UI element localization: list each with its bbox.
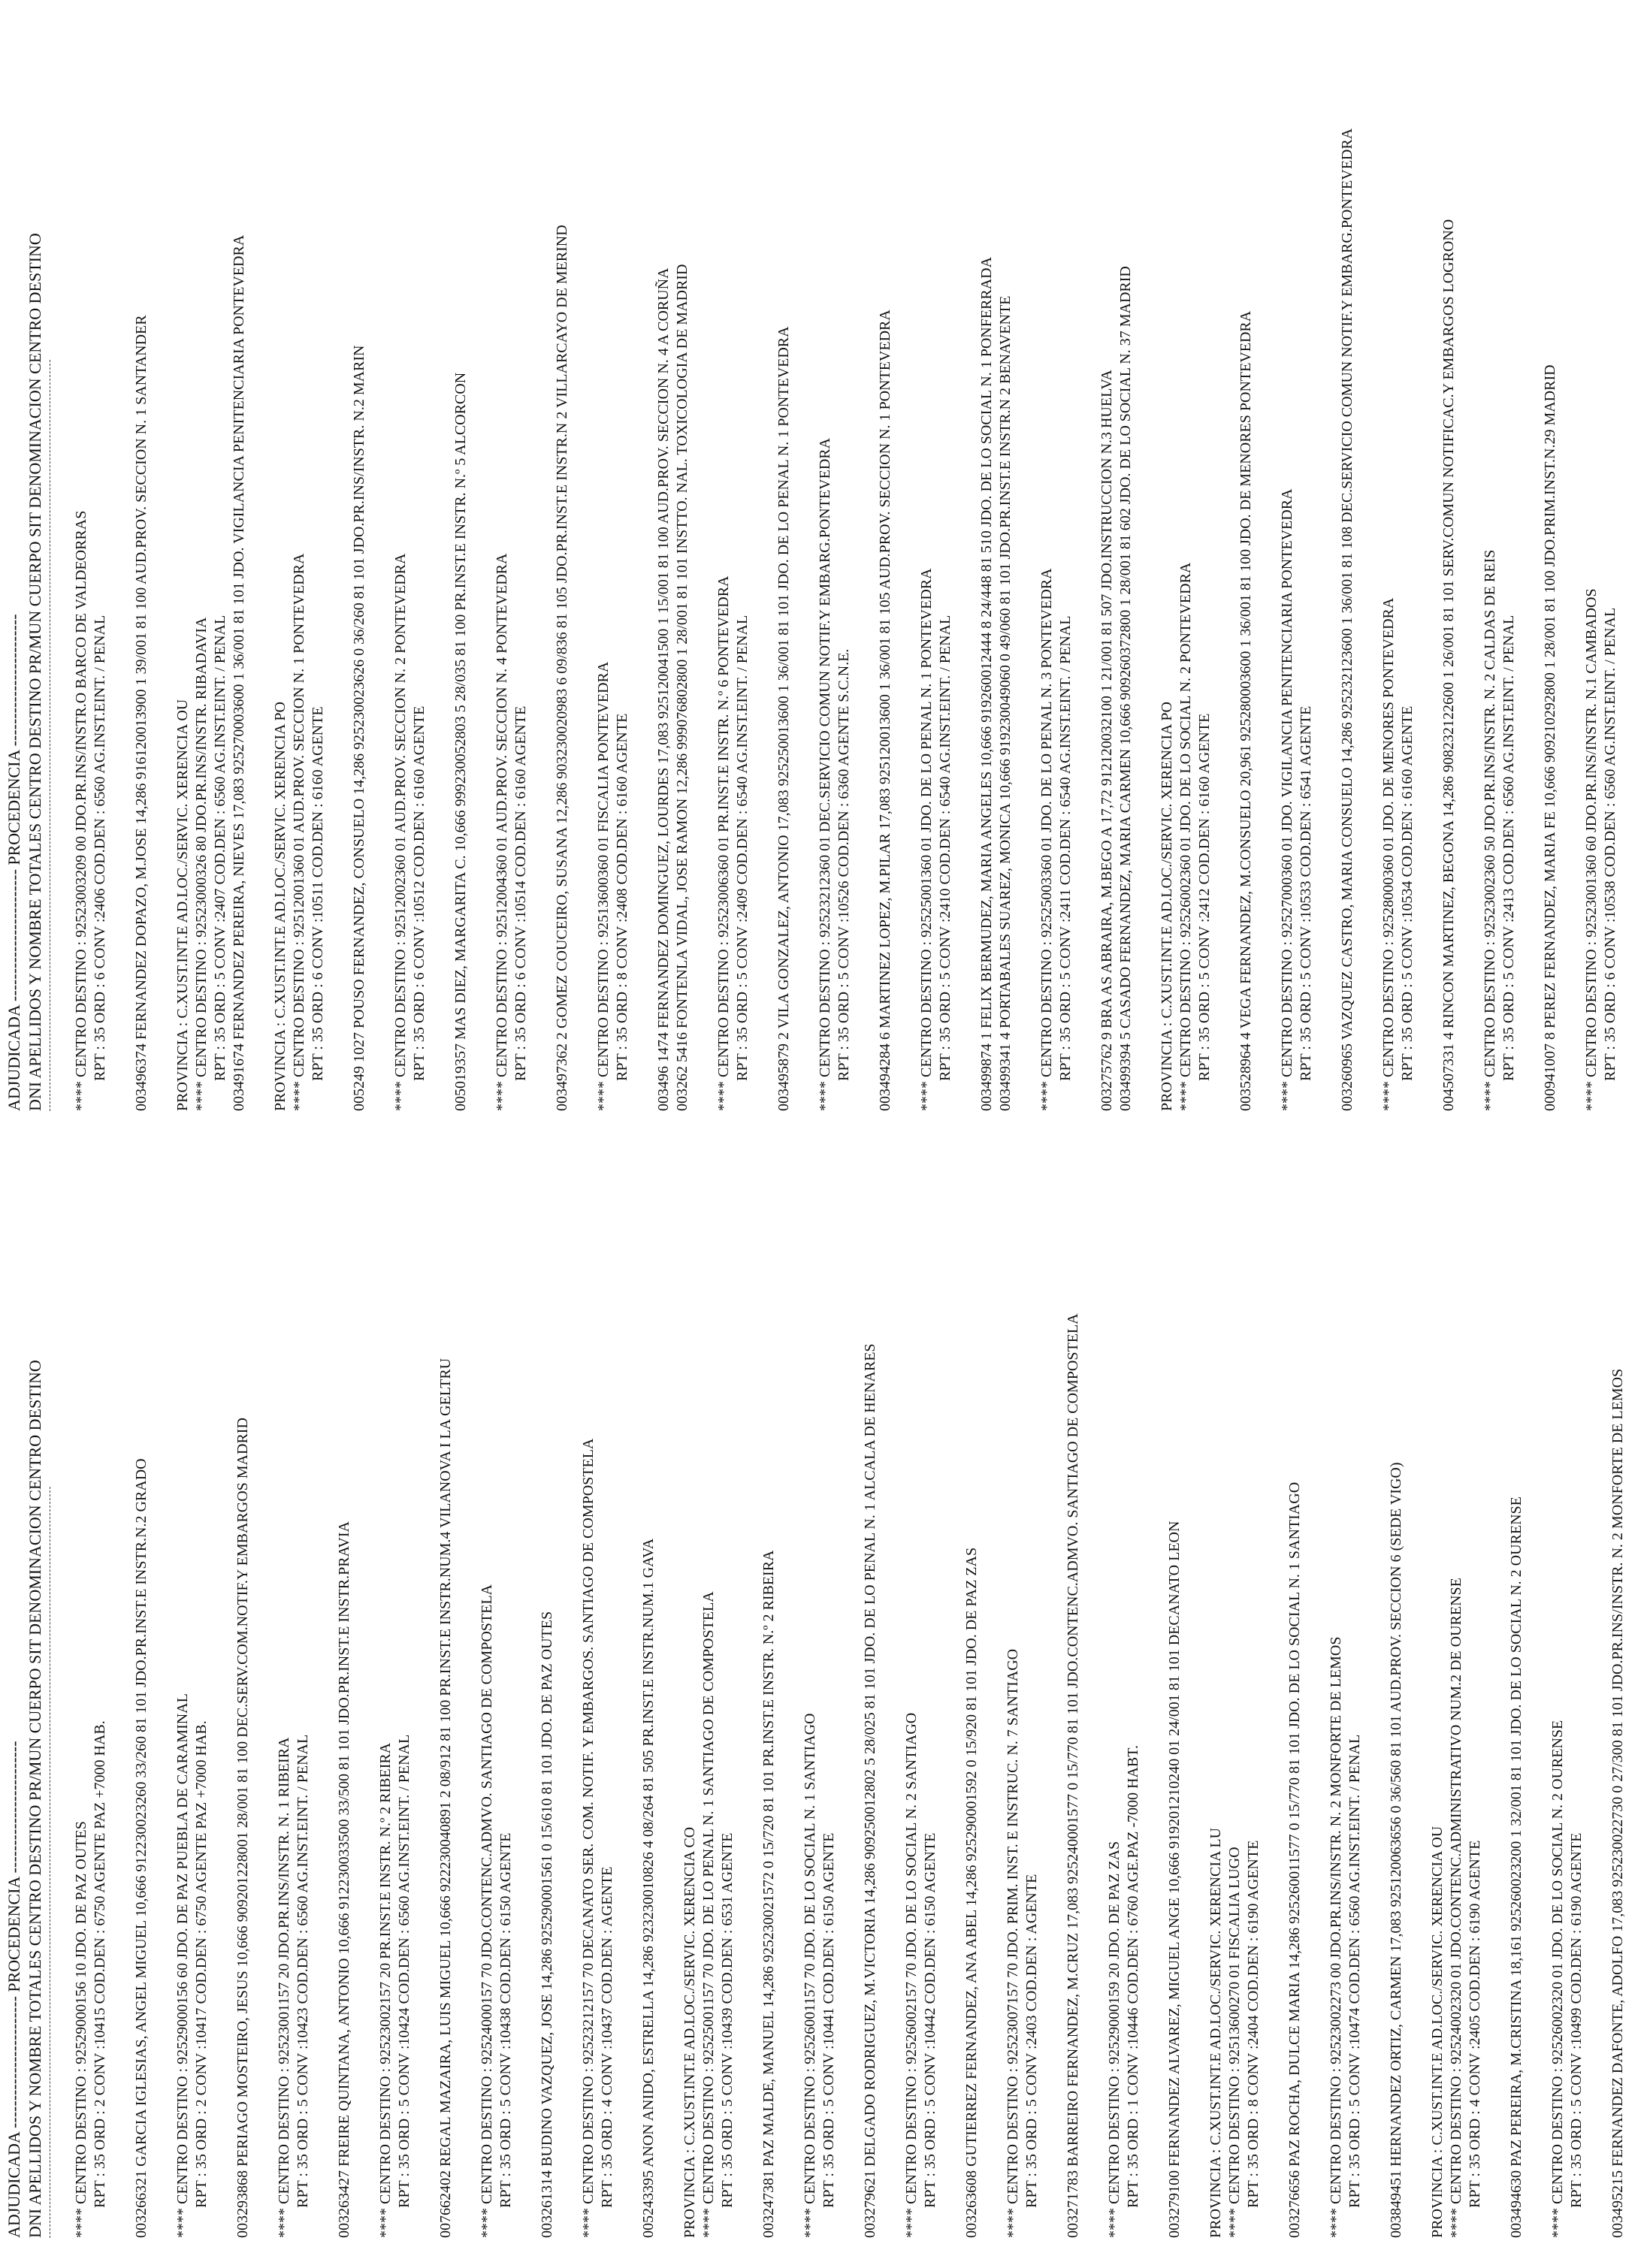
- record-block: [816, 29, 854, 1111]
- record-line: PROVINCIA : C.XUST.INT.E AD.LOC./SERVIC. XERENCIA CO: [681, 1826, 698, 2238]
- record-line: RPT : 35 ORD : 6 CONV :10514 COD.DEN : 6160 AGENTE: [512, 705, 529, 1081]
- record-block: [376, 1156, 414, 2238]
- record-line: **** CENTRO DESTINO : 92525003360 01 JDO. DE LO PENAL N. 3 PONTEVEDRA: [1038, 568, 1055, 1111]
- record-line: 004507331 4 RINCON MARTINEZ, BEGONA 14,286 908232122600 1 26/001 81 101 SERV.COMUN NOTIFICAC.Y EMBARGOS LOGRONO: [1440, 219, 1457, 1111]
- record-line: 003279621 DELGADO RODRIGUEZ, M.VICTORIA 14,286 909250012802 5 28/025 81 101 JDO. DE LO PENAL N. 1 ALCALA DE HENARES: [862, 1343, 878, 2238]
- record-line: RPT : 35 ORD : 2 CONV :10417 COD.DEN : 6750 AGENTE PAZ +7000 HAB.: [193, 1720, 210, 2208]
- record-line: **** CENTRO DESTINO : 92529000156 10 JDO. DE PAZ OUTES: [73, 1821, 89, 2238]
- record-line: **** CENTRO DESTINO : 92526002360 01 JDO. DE LO SOCIAL N. 2 PONTEVEDRA: [1177, 562, 1194, 1111]
- record-block: [1158, 29, 1214, 1111]
- record-block: [234, 1156, 252, 2238]
- record-block: [1038, 29, 1075, 1111]
- record-block: [1440, 29, 1458, 1111]
- record-line: **** CENTRO DESTINO : 92528000360 01 JDO. DE MENORES PONTEVEDRA: [1380, 597, 1397, 1111]
- record-block: [391, 29, 429, 1111]
- record-line: RPT : 35 ORD : 4 CONV :10437 COD.DEN : AGENTE: [599, 1866, 615, 2208]
- record-line: **** CENTRO DESTINO : 92523002273 00 JDO.PR.INS/INSTR. N. 2 MONFORTE DE LEMOS: [1328, 1636, 1344, 2238]
- record-block: [775, 29, 793, 1111]
- record-block: [861, 1156, 880, 2238]
- record-line: 003528964 4 VEGA FERNANDEZ, M.CONSUELO 20,961 925280003600 1 36/001 81 100 JDO. DE MENORES PONTEVEDRA: [1238, 310, 1254, 1111]
- record-line: 003494630 PAZ PEREIRA, M.CRISTINA 18,161 925260023200 1 32/001 81 101 JDO. DE LO SOCIAL N. 2 OURENSE: [1508, 1496, 1525, 2238]
- record-line: PROVINCIA : C.XUST.INT.E AD.LOC./SERVIC. XERENCIA OU: [1429, 1826, 1446, 2238]
- record-line: RPT : 35 ORD : 5 CONV :2409 COD.DEN : 6540 AG.INST.EINT. / PENAL: [734, 615, 751, 1081]
- record-line: 003275762 9 BRA AS ABRAIRA, M.BEGO A 17,72 912120032100 1 21/001 81 507 JDO.INSTRUCCION N.3 HUELVA: [1098, 370, 1115, 1111]
- record-line: **** CENTRO DESTINO : 92512004360 01 AUD.PROV. SECCION N. 4 PONTEVEDRA: [494, 553, 510, 1111]
- record-line: RPT : 35 ORD : 5 CONV :10423 COD.DEN : 6560 AG.INST.EINT. / PENAL: [295, 1734, 311, 2208]
- record-line: 005249 1027 POUSO FERNANDEZ, CONSUELO 14,286 925230023626 0 36/260 81 101 JDO.PR.INS/INSTR. N.2 MARIN: [351, 345, 367, 1111]
- record-line: **** CENTRO DESTINO : 92512001360 01 AUD.PROV. SECCION N. 1 PONTEVEDRA: [291, 553, 307, 1111]
- record-line: **** CENTRO DESTINO : 92513600270 01 FISCALIA LUGO: [1226, 1847, 1243, 2238]
- record-block: [478, 1156, 515, 2238]
- record-block: [1481, 29, 1519, 1111]
- record-line: 003497362 2 GOMEZ COUCEIRO, SUSANA 12,286 903230020983 6 09/836 81 105 JDO.PR.INST.E INSTR.N 2 VILLARCAYO DE MERIND: [554, 225, 570, 1111]
- record-line: RPT : 35 ORD : 5 CONV :10534 COD.DEN : 6160 AGENTE: [1399, 705, 1416, 1081]
- record-line: RPT : 35 ORD : 5 CONV :10526 COD.DEN : 6360 AGENTE S.C.N.E.: [836, 648, 852, 1081]
- record-line: RPT : 35 ORD : 5 CONV :10438 COD.DEN : 6150 AGENTE: [497, 1832, 514, 2208]
- record-line: 000941007 8 PEREZ FERNANDEZ, MARIA FE 10,666 909210292800 1 28/001 81 100 JDO.PRIM.INST.N.29 MADRID: [1542, 364, 1558, 1111]
- record-line: 003495215 FERNANDEZ DAFONTE, ADOLFO 17,083 925230022730 0 27/300 81 101 JDO.PR.INS/INSTR. N. 2 MONFORTE DE LEMOS: [1609, 1368, 1626, 2238]
- record-line: 003499874 1 FELIX BERMUDEZ, MARIA ANGELES 10,666 919260012444 8 24/448 81 510 JDO. DE LO SOCIAL N. 1 PONFERRADA: [978, 256, 995, 1111]
- record-line: **** CENTRO DESTINO : 92526002157 70 JDO. DE LO SOCIAL N. 2 SANTIAGO: [903, 1712, 920, 2238]
- record-block: [1237, 29, 1256, 1111]
- record-line: **** CENTRO DESTINO : 92523001360 60 JDO.PR.INS/INSTR. N.1 CAMBADOS: [1583, 588, 1600, 1111]
- record-list: [72, 1156, 1650, 2238]
- record-block: [1165, 1156, 1184, 2238]
- record-line: **** CENTRO DESTINO : 92523001157 20 JDO.PR.INS/INSTR. N. 1 RIBEIRA: [276, 1737, 292, 2238]
- record-block: [902, 1156, 940, 2238]
- record-line: **** CENTRO DESTINO : 92527000360 01 JDO. VIGILANCIA PENITENCIARIA PONTEVEDRA: [1279, 488, 1295, 1111]
- record-block: [174, 29, 249, 1111]
- record-block: [1507, 1156, 1526, 2238]
- record-block: [72, 29, 110, 1111]
- record-block: [350, 29, 369, 1111]
- record-line: 003247381 PAZ MALDE, MANUEL 14,286 925230021572 0 15/720 81 101 PR.INST.E INSTR. N.º 2 RIBEIRA: [760, 1550, 777, 2238]
- record-line: **** CENTRO DESTINO : 92525001157 70 JDO. DE LO PENAL N. 1 SANTIAGO DE COMPOSTELA: [700, 1591, 717, 2238]
- record-block: [1609, 1156, 1627, 2238]
- record-line: 003276656 PAZ ROCHA, DULCE MARIA 14,286 925260011577 0 15/770 81 101 JDO. DE LO SOCIAL N. 1 SANTIAGO: [1286, 1481, 1303, 2238]
- record-line: 003849451 HERNANDEZ ORTIZ, CARMEN 17,083 925120063656 0 36/560 81 101 AUD.PROV. SECCION 6 (SEDE VIGO): [1388, 1462, 1404, 2238]
- record-line: 003262 5416 FONTENLA VIDAL, JOSE RAMON 12,286 999076802800 1 28/001 81 101 INSTTO. NAL. TOXICOLOGIA DE MADRID: [674, 264, 691, 1111]
- record-block: [553, 29, 572, 1111]
- record-line: RPT : 35 ORD : 8 CONV :2404 COD.DEN : 6190 AGENTE: [1245, 1840, 1262, 2208]
- record-block: [978, 29, 1015, 1111]
- record-line: **** CENTRO DESTINO : 92523002157 20 PR.INST.E INSTR. N.º 2 RIBEIRA: [377, 1742, 394, 2238]
- record-line: 003263608 GUTIERREZ FERNANDEZ, ANA ABEL 14,286 925290001592 0 15/920 81 101 JDO. DE PAZ ZAS: [963, 1547, 980, 2238]
- record-line: RPT : 35 ORD : 6 CONV :10511 COD.DEN : 6160 AGENTE: [310, 706, 326, 1081]
- record-line: **** CENTRO DESTINO : 92523003209 00 JDO.PR.INS/INSTR.O BARCO DE VALDEORRAS: [73, 510, 89, 1111]
- record-block: [654, 29, 692, 1111]
- record-block: [876, 29, 895, 1111]
- record-line: RPT : 35 ORD : 5 CONV :2410 COD.DEN : 6540 AG.INST.EINT. / PENAL: [937, 615, 953, 1081]
- record-block: [1338, 29, 1357, 1111]
- record-line: RPT : 35 ORD : 5 CONV :10533 COD.DEN : 6541 AGENTE: [1298, 705, 1314, 1081]
- record-line: 003266321 GARCIA IGLESIAS, ANGEL MIGUEL 10,666 912230023260 33/260 81 101 JDO.PR.INST.E INSTR.N.2 GRADO: [133, 1458, 150, 2238]
- record-block: [639, 1156, 658, 2238]
- record-block: [681, 1156, 737, 2238]
- record-block: [917, 29, 955, 1111]
- record-block: [1387, 1156, 1406, 2238]
- record-line: **** CENTRO DESTINO : 92526001157 70 JDO. DE LO SOCIAL N. 1 SANTIAGO: [802, 1713, 818, 2238]
- record-block: [1004, 1156, 1041, 2238]
- record-line: **** CENTRO DESTINO : 92524002320 01 JDO.CONTENC.ADMINISTRATIVO NUM.2 DE OURENSE: [1448, 1578, 1464, 2238]
- record-line: **** CENTRO DESTINO : 92525001360 01 JDO. DE LO PENAL N. 1 PONTEVEDRA: [918, 568, 935, 1111]
- record-line: RPT : 35 ORD : 8 CONV :2408 COD.DEN : 6160 AGENTE: [614, 713, 630, 1081]
- record-block: [1582, 29, 1620, 1111]
- record-block: [801, 1156, 839, 2238]
- record-line: **** CENTRO DESTINO : 92523007157 70 JDO. PRIM. INST. E INSTRUC. N. 7 SANTIAGO: [1005, 1648, 1021, 2238]
- record-line: 003495879 2 VILA GONZALEZ, ANTONIO 17,083 925250013600 1 36/001 81 101 JDO. DE LO PENAL N. 1 PONTEVEDRA: [775, 326, 792, 1111]
- record-line: RPT : 35 ORD : 5 CONV :2407 COD.DEN : 6560 AG.INST.EINT. / PENAL: [212, 615, 228, 1081]
- record-line: **** CENTRO DESTINO : 92523002360 50 JDO.PR.INS/INSTR. N. 2 CALDAS DE REIS: [1482, 549, 1498, 1111]
- record-line: RPT : 35 ORD : 5 CONV :10439 COD.DEN : 6531 AGENTE: [719, 1832, 736, 2208]
- record-line: 003499341 4 PORTABALES SUAREZ, MONICA 10,666 919230049060 0 49/060 81 101 JDO.PR.INST.E INSTR.N 2 BENAVENTE: [997, 295, 1014, 1111]
- record-line: 003499394 5 CASADO FERNANDEZ, MARIA CARMEN 10,666 909260372800 1 28/001 81 602 JDO. DE LO SOCIAL N. 37 MADRID: [1117, 266, 1134, 1111]
- record-line: 003496 1474 FERNANDEZ DOMINGUEZ, LOURDES 17,083 925120041500 1 15/001 81 100 AUD.PROV. SECCION N. 4 A CORUÑA: [655, 267, 672, 1111]
- record-line: 005019357 MAS DIEZ, MARGARITA C. 10,666 999230052803 5 28/035 81 100 PR.INST.E INSTR. N.º 5 ALCORCON: [452, 372, 469, 1111]
- record-block: [335, 1156, 354, 2238]
- record-line: 005243395 ANON ANIDO, ESTRELLA 14,286 923230010826 4 08/264 81 505 PR.INST.E INSTR.NUM.1 GAVA: [640, 1538, 657, 2238]
- record-line: 003279100 FERNANDEZ ALVAREZ, MIGUEL ANGE 10,666 919201210240 01 24/001 81 101 DECANATO LEON: [1166, 1521, 1183, 2238]
- record-line: 003496374 FERNANDEZ DOPAZO, M.JOSE 14,286 916120013900 1 39/001 81 100 AUD.PROV. SECCION N. 1 SANTANDER: [133, 315, 150, 1111]
- record-line: RPT : 35 ORD : 5 CONV :2411 COD.DEN : 6540 AG.INST.EINT. / PENAL: [1057, 615, 1074, 1081]
- record-line: 003260965 VAZQUEZ CASTRO, MARIA CONSUELO 14,286 925232123600 1 36/001 81 108 DEC.SERVICIO COMUN NOTIF.Y EMBARG.PONTEVEDRA: [1339, 128, 1355, 1111]
- record-line: RPT : 35 ORD : 6 CONV :10512 COD.DEN : 6160 AGENTE: [411, 705, 428, 1081]
- record-line: 003271783 BARREIRO FERNANDEZ, M.CRUZ 17,083 925240001577 0 15/770 81 101 JDO.CONTENC.ADMVO. SANTIAGO DE COMPOSTELA: [1065, 1313, 1081, 2238]
- record-block: [174, 1156, 211, 2238]
- header-line-1: ADJUDICADA ------------------------ PROCEDENCIA ------------------------: [5, 1741, 23, 2238]
- record-line: 003263427 FREIRE QUINTANA, ANTONIO 10,666 912230033500 33/500 81 101 JDO.PR.INST.E INSTR.PRAVIA: [336, 1521, 352, 2238]
- column-right: [0, 29, 1618, 1111]
- record-block: [1327, 1156, 1364, 2238]
- record-block: [715, 29, 752, 1111]
- record-line: RPT : 35 ORD : 6 CONV :10538 COD.DEN : 6560 AG.INST.EINT. / PENAL: [1602, 607, 1618, 1081]
- record-line: 003261314 BUDINO VAZQUEZ, JOSE 14,286 925290001561 0 15/610 81 101 JDO. DE PAZ OUTES: [539, 1611, 555, 2238]
- record-list: [72, 29, 1642, 1111]
- header-line-2: DNI APELLIDOS Y NOMBRE TOTALES CENTRO DESTINO PR/MUN CUERPO SIT DENOMINACION CENTRO DESTINO: [26, 1360, 44, 2238]
- record-line: RPT : 35 ORD : 2 CONV :10415 COD.DEN : 6750 AGENTE PAZ +7000 HAB.: [92, 1720, 108, 2208]
- record-block: [437, 1156, 455, 2238]
- record-line: **** CENTRO DESTINO : 92523212360 01 DEC.SERVICIO COMUN NOTIF.Y EMBARG.PONTEVEDRA: [817, 437, 833, 1111]
- record-block: [579, 1156, 617, 2238]
- record-line: **** CENTRO DESTINO : 92523000326 80 JDO.PR.INS/INSTR. RIBADAVIA: [193, 617, 210, 1111]
- record-block: [275, 1156, 313, 2238]
- record-line: RPT : 35 ORD : 5 CONV :2413 COD.DEN : 6560 AG.INST.EINT. / PENAL: [1500, 615, 1517, 1081]
- record-line: PROVINCIA : C.XUST.INT.E AD.LOC./SERVIC. XERENCIA LU: [1207, 1827, 1224, 2238]
- header-line-1: ADJUDICADA ------------------------ PROCEDENCIA ------------------------: [5, 614, 23, 1111]
- record-line: **** CENTRO DESTINO : 92524000157 70 JDO.CONTENC.ADMVO. SANTIAGO DE COMPOSTELA: [479, 1584, 495, 2238]
- record-block: [1380, 29, 1417, 1111]
- record-line: **** CENTRO DESTINO : 92529000156 60 JDO. DE PAZ PUEBLA DE CARAMINAL: [174, 1693, 191, 2238]
- record-line: **** CENTRO DESTINO : 92523006360 01 PR.INST.E INSTR. N.º 6 PONTEVEDRA: [715, 575, 732, 1111]
- record-line: 003293868 PERIAGO MOSTEIRO, JESUS 10,666 909201228001 28/001 81 100 DEC.SERV.COM.NOTIF.Y EMBARGOS MADRID: [234, 1418, 251, 2238]
- record-block: [1549, 1156, 1586, 2238]
- record-line: RPT : 35 ORD : 1 CONV :10446 COD.DEN : 6760 AGE.PAZ -7000 HABT.: [1125, 1745, 1141, 2208]
- record-line: RPT : 35 ORD : 5 CONV :10474 COD.DEN : 6560 AG.INST.EINT. / PENAL: [1346, 1734, 1363, 2208]
- record-line: RPT : 35 ORD : 5 CONV :2403 COD.DEN : AGENTE: [1023, 1874, 1040, 2208]
- record-block: [538, 1156, 557, 2238]
- record-block: [1098, 29, 1135, 1111]
- record-line: 003491674 FERNANDEZ PEREIRA, NIEVES 17,083 925270003600 1 36/001 81 101 JDO. VIGILANCIA PENITENCIARIA PONTEVEDRA: [231, 234, 247, 1111]
- record-block: [1286, 1156, 1304, 2238]
- record-block: [1428, 1156, 1485, 2238]
- record-block: [760, 1156, 778, 2238]
- record-line: RPT : 35 ORD : 6 CONV :2406 COD.DEN : 6560 AG.INST.EINT. / PENAL: [92, 615, 108, 1081]
- record-line: 003494284 6 MARTINEZ LOPEZ, M.PILAR 17,083 925120013600 1 36/001 81 105 AUD.PROV. SECCION N. 1 PONTEVEDRA: [877, 310, 893, 1111]
- record-block: [594, 29, 632, 1111]
- record-line: **** CENTRO DESTINO : 92512002360 01 AUD.PROV. SECCION N. 2 PONTEVEDRA: [392, 553, 409, 1111]
- record-block: [493, 29, 530, 1111]
- record-line: RPT : 35 ORD : 5 CONV :10441 COD.DEN : 6150 AGENTE: [820, 1832, 837, 2208]
- record-line: **** CENTRO DESTINO : 92526002320 01 JDO. DE LO SOCIAL N. 2 OURENSE: [1549, 1720, 1566, 2238]
- header-line-2: DNI APELLIDOS Y NOMBRE TOTALES CENTRO DESTINO PR/MUN CUERPO SIT DENOMINACION CENTRO DESTINO: [26, 233, 44, 1111]
- record-line: RPT : 35 ORD : 5 CONV :10499 COD.DEN : 6190 AGENTE: [1568, 1832, 1585, 2208]
- record-line: RPT : 35 ORD : 5 CONV :10442 COD.DEN : 6150 AGENTE: [922, 1832, 938, 2208]
- record-line: **** CENTRO DESTINO : 92513600360 01 FISCALIA PONTEVEDRA: [595, 661, 612, 1111]
- record-block: [132, 29, 151, 1111]
- record-line: RPT : 35 ORD : 5 CONV :10424 COD.DEN : 6560 AG.INST.EINT. / PENAL: [396, 1734, 412, 2208]
- record-block: [962, 1156, 981, 2238]
- record-line: PROVINCIA : C.XUST.INT.E AD.LOC./SERVIC. XERENCIA PO: [1159, 702, 1175, 1111]
- record-line: 007662402 REGAL MAZAIRA, LUIS MIGUEL 10,666 922230040891 2 08/912 81 100 PR.INST.E INSTR.NUM.4 VILANOVA I LA GELTRU: [437, 1357, 454, 2238]
- record-block: [1207, 1156, 1263, 2238]
- record-block: [132, 1156, 151, 2238]
- record-line: PROVINCIA : C.XUST.INT.E AD.LOC./SERVIC. XERENCIA OU: [174, 699, 191, 1111]
- record-block: [271, 29, 328, 1111]
- record-line: **** CENTRO DESTINO : 92529000159 20 JDO. DE PAZ ZAS: [1106, 1841, 1123, 2238]
- record-block: [452, 29, 470, 1111]
- record-line: RPT : 35 ORD : 4 CONV :2405 COD.DEN : 6190 AGENTE: [1467, 1840, 1483, 2208]
- record-line: **** CENTRO DESTINO : 92523212157 70 DECANATO SER. COM. NOTIF. Y EMBARGOS. SANTIAGO DE COMPOSTELA: [580, 1438, 597, 2238]
- record-block: [1105, 1156, 1143, 2238]
- record-block: [1064, 1156, 1083, 2238]
- record-line: RPT : 35 ORD : 5 CONV :2412 COD.DEN : 6160 AGENTE: [1196, 713, 1213, 1081]
- record-block: [1278, 29, 1316, 1111]
- record-line: PROVINCIA : C.XUST.INT.E AD.LOC./SERVIC. XERENCIA PO: [272, 702, 289, 1111]
- record-block: [72, 1156, 110, 2238]
- column-left: [0, 1156, 1626, 2238]
- record-block: [1541, 29, 1560, 1111]
